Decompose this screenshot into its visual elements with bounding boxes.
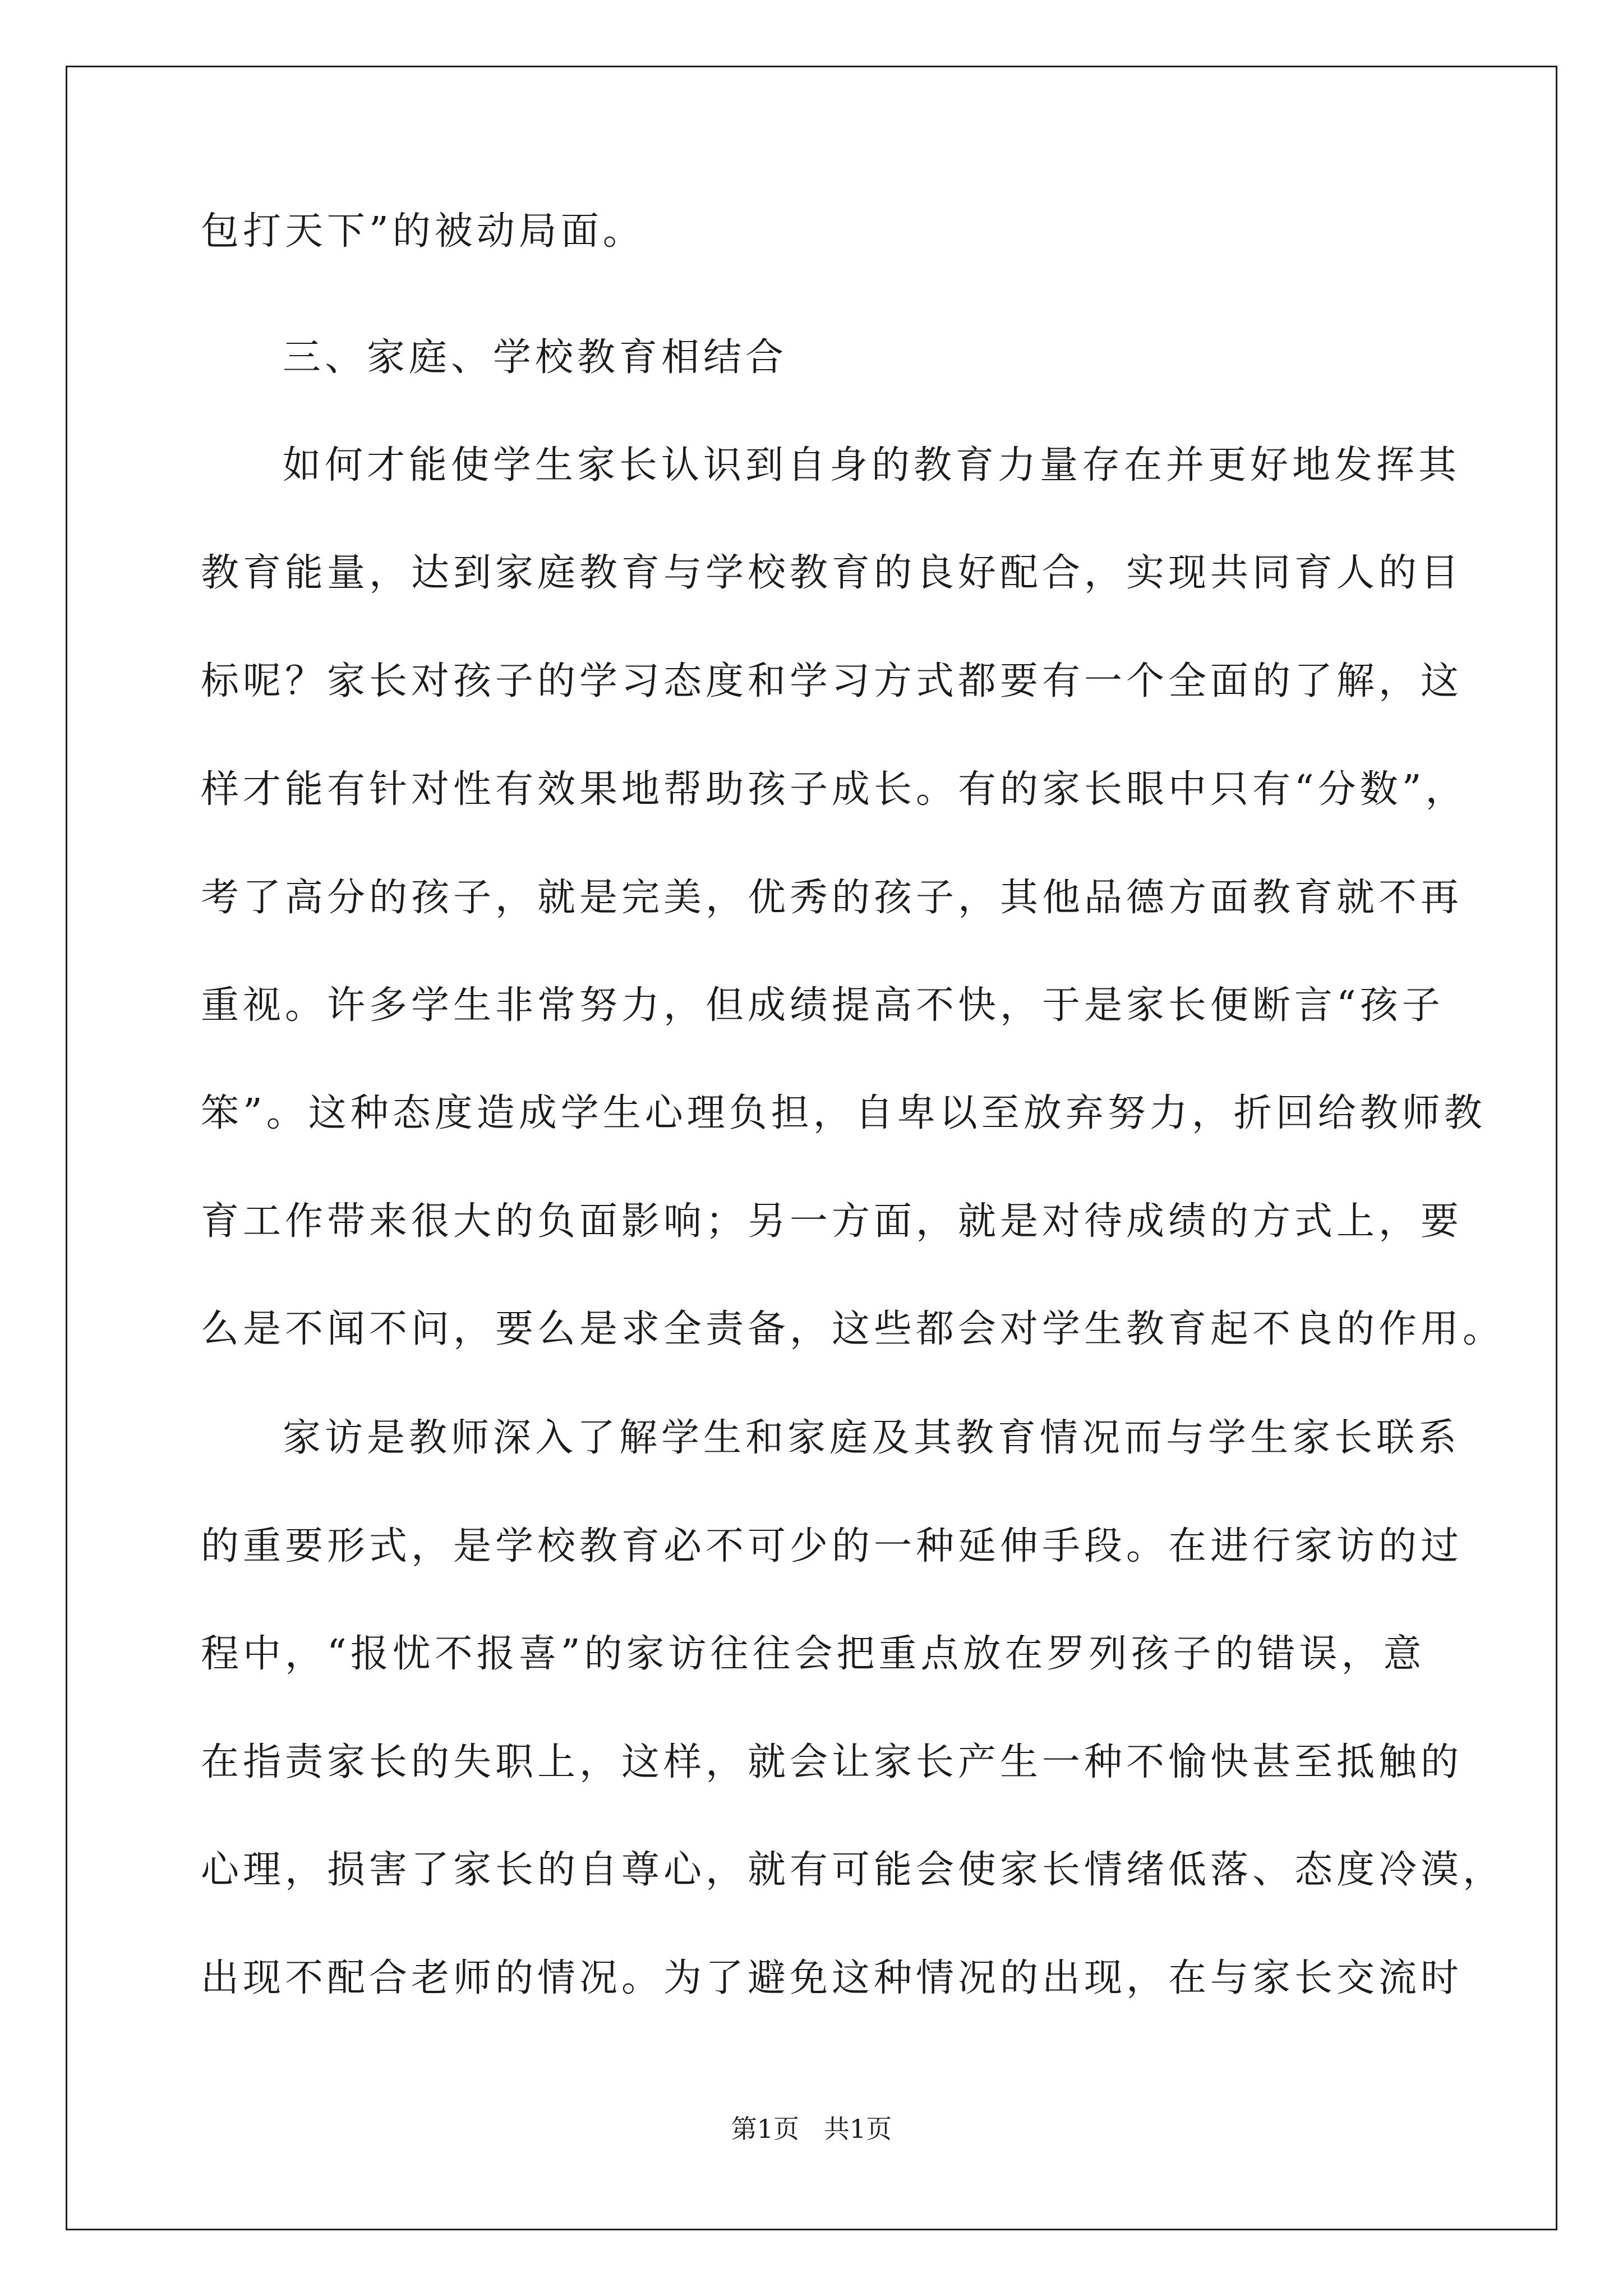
paragraph-start: 家访是教师深入了解学生和家庭及其教育情况而与学生家长联系 [283,1416,1461,1460]
section-heading: 三、家庭、学校教育相结合 [283,335,788,380]
text-line: 笨”。这种态度造成学生心理负担，自卑以至放弃努力，折回给教师教 [201,1091,1486,1135]
page-footer: 第1页 共1页 [731,2114,892,2144]
text-line: 标呢？家长对孩子的学习态度和学习方式都要有一个全面的了解，这 [201,659,1463,703]
paragraph-start: 如何才能使学生家长认识到自身的教育力量存在并更好地发挥其 [283,443,1461,487]
text-line: 在指责家长的失职上，这样，就会让家长产生一种不愉快甚至抵触的 [201,1740,1463,1784]
text-line: 出现不配合老师的情况。为了避免这种情况的出现，在与家长交流时 [201,1956,1463,2000]
text-line: 考了高分的孩子，就是完美，优秀的孩子，其他品德方面教育就不再 [201,876,1463,920]
text-line: 包打天下”的被动局面。 [201,209,645,254]
text-line: 心理，损害了家长的自尊心，就有可能会使家长情绪低落、态度冷漠， [201,1848,1505,1892]
page-border [66,66,1557,2230]
text-line: 的重要形式，是学校教育必不可少的一种延伸手段。在进行家访的过 [201,1524,1463,1568]
text-line: 育工作带来很大的负面影响；另一方面，就是对待成绩的方式上，要 [201,1199,1463,1244]
text-line: 么是不闻不问，要么是求全责备，这些都会对学生教育起不良的作用。 [201,1307,1505,1351]
text-line: 样才能有针对性有效果地帮助孩子成长。有的家长眼中只有“分数”， [201,767,1468,812]
text-line: 教育能量，达到家庭教育与学校教育的良好配合，实现共同育人的目 [201,551,1463,595]
text-line: 重视。许多学生非常努力，但成绩提高不快，于是家长便断言“孩子 [201,983,1444,1028]
text-line: 程中，“报忧不报喜”的家访往往会把重点放在罗列孩子的错误，意 [201,1632,1426,1676]
